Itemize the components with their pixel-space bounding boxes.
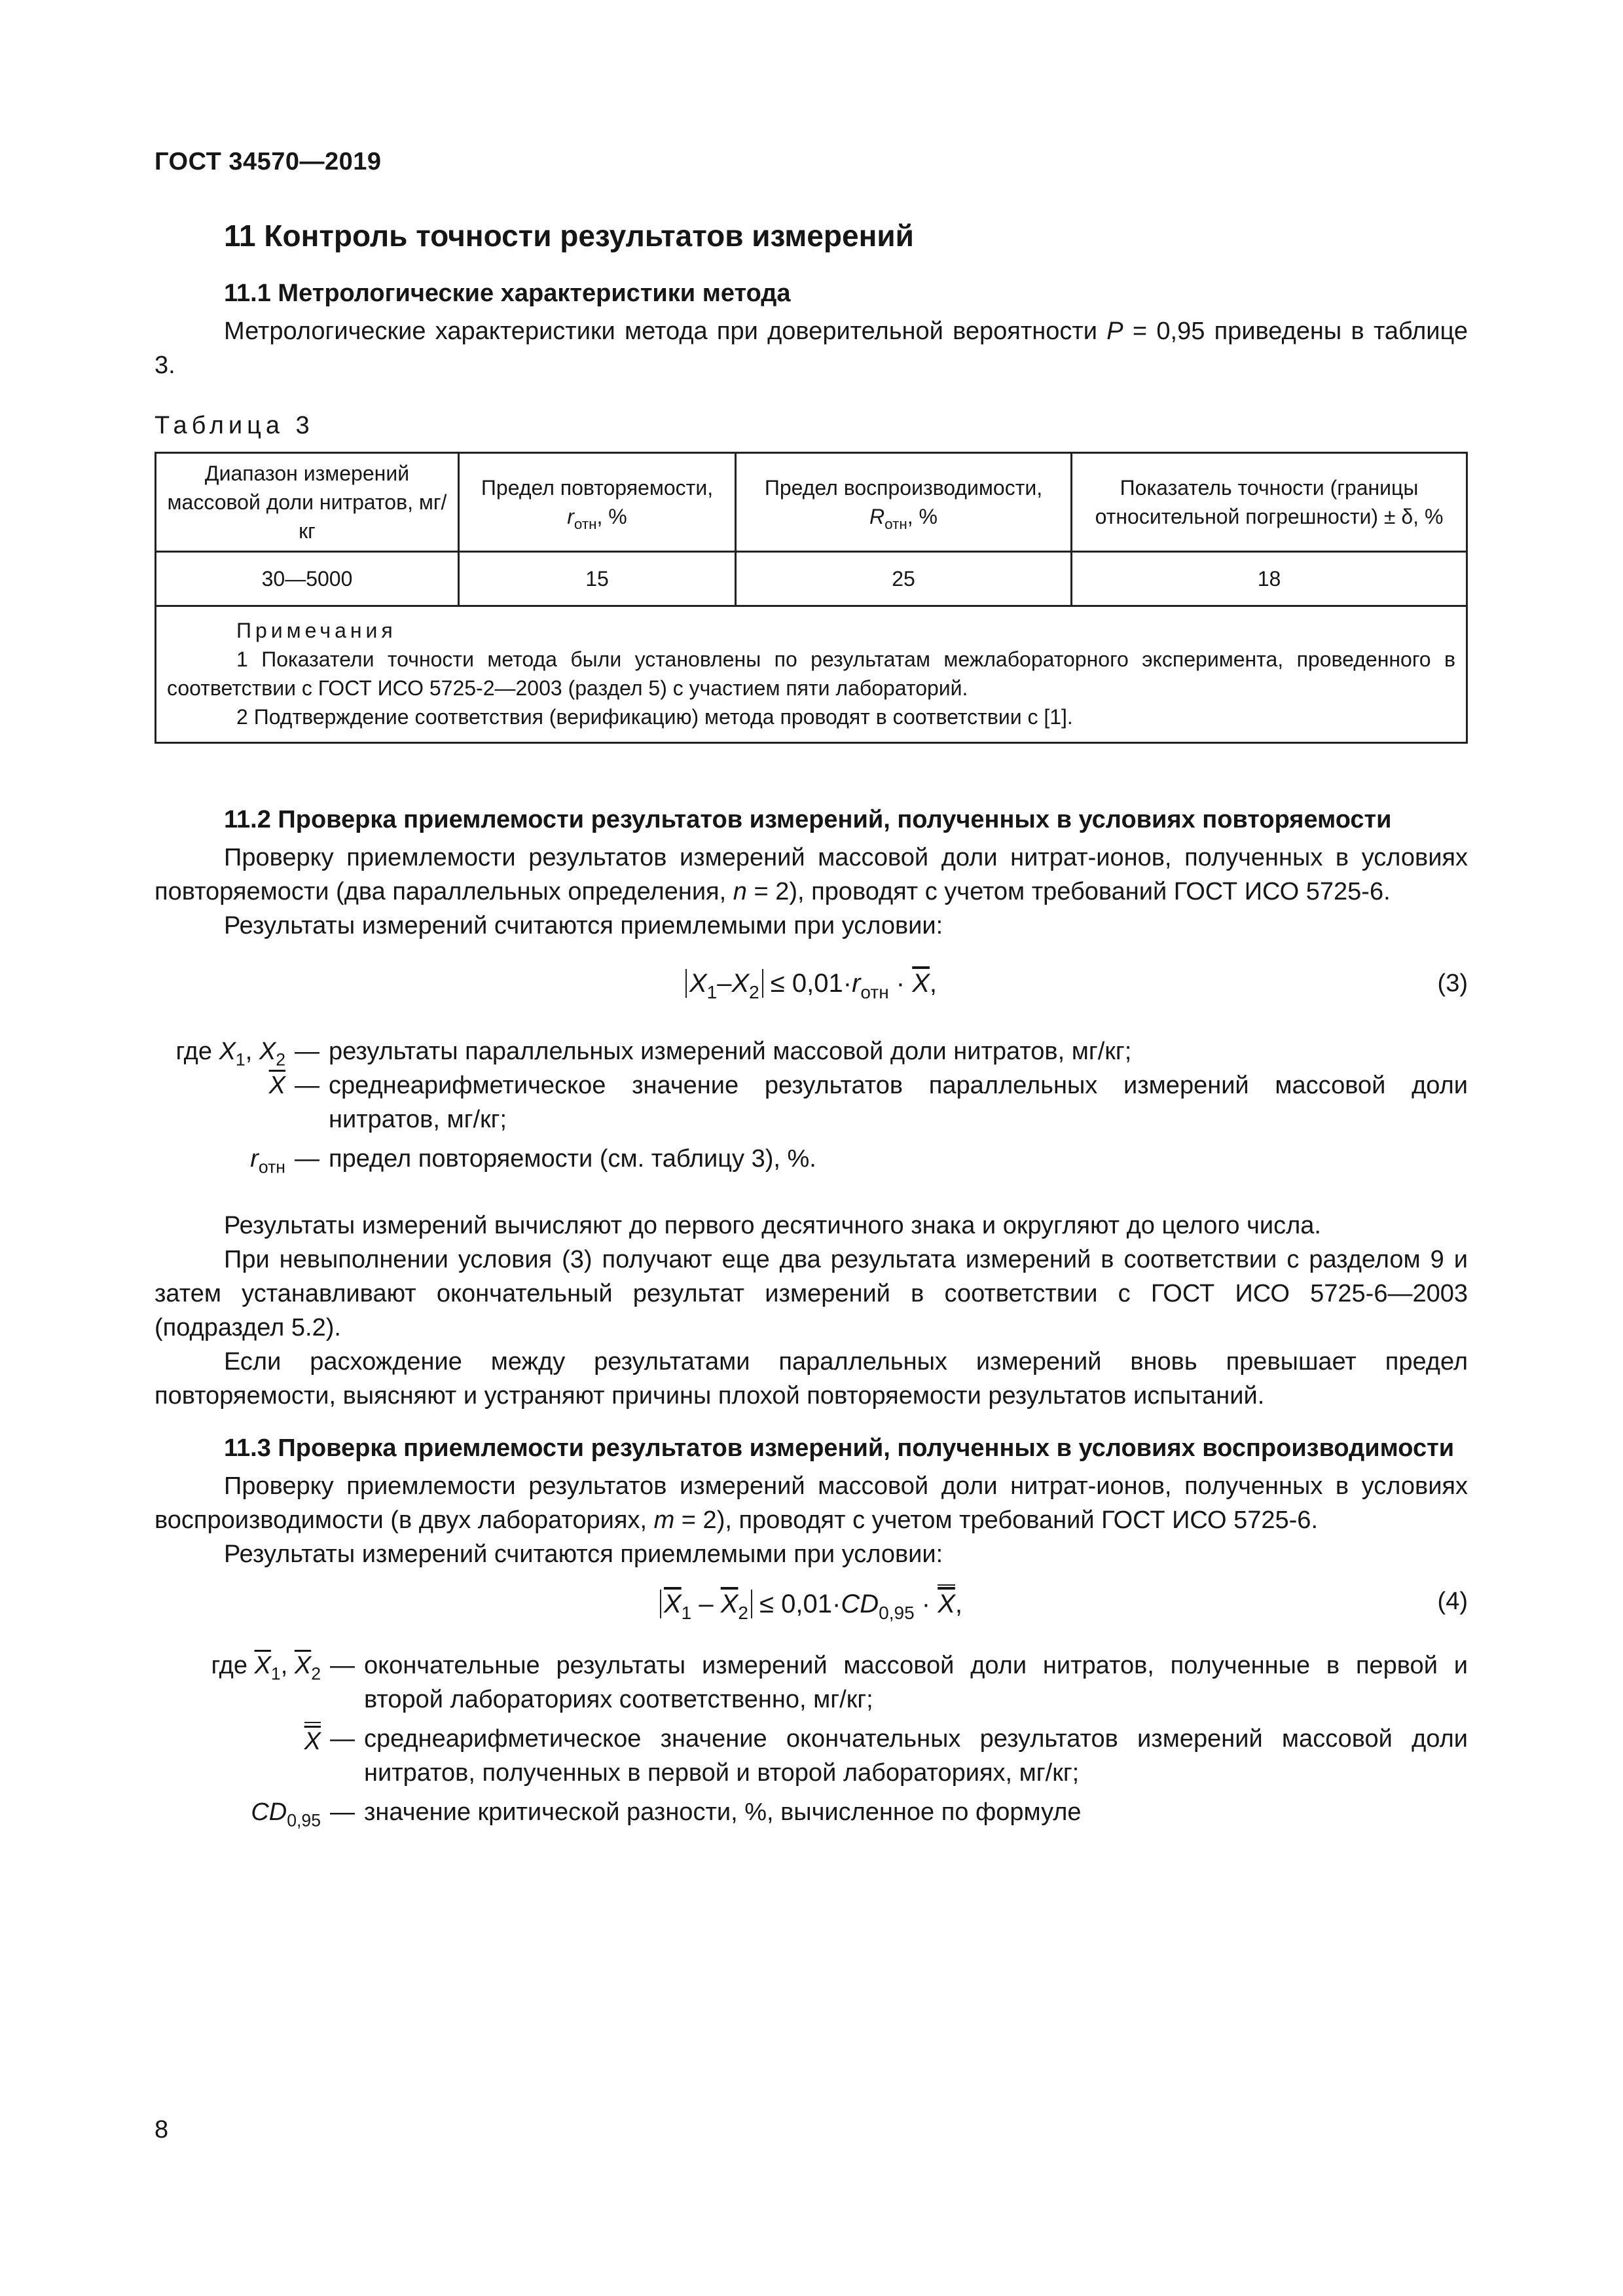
page-content (155, 216, 1468, 1829)
paragraph-11-2-3: Результаты измерений вычисляют до первого десятичного знака и округляют до целого числа. (224, 1212, 1321, 1239)
table-notes (156, 606, 1467, 743)
paragraph-11-2-1: Проверку приемлемости результатов измерений массовой доли нитрат-ионов, полученных в условиях повторяемости (два параллельных определения, n = 2), проводят с учетом требований ГОСТ ИСО 5725-6. (155, 844, 1468, 905)
subsection-11-2-title: 11.2 Проверка приемлемости результатов измерений, полученных в условиях повторяемости (224, 806, 1392, 833)
cell-range: 30—5000 (156, 552, 459, 606)
table-notes-row (156, 606, 1467, 743)
paragraph-11-3-1: Проверку приемлемости результатов измерений массовой доли нитрат-ионов, полученных в условиях воспроизводимости (в двух лабораториях, m = 2), проводят с учетом требований ГОСТ ИСО 5725-6. (155, 1472, 1468, 1534)
note-2: 2 Подтверждение соответствия (верификацию) метода проводят в соответствии с [1]. (236, 705, 1073, 729)
note-1: 1 Показатели точности метода были установлены по результатам межлабораторного эксперимента, проведенного в соответствии с ГОСТ ИСО 5725-2—2003 (раздел 5) с участием пяти лабораторий. (167, 647, 1455, 700)
definition-x-double-mean: $\overline{X}$ — среднеарифметическое значение окончательных результатов измерений массовой доли нитратов, полученных в первой и второй лабораториях, мг/кг; (155, 1722, 1468, 1790)
subsection-11-1-title: 11.1 Метрологические характеристики метода (224, 280, 791, 307)
table-header-row (156, 453, 1467, 552)
formula-3-number: (3) (1437, 970, 1468, 997)
header-reproducibility: Предел воспроизводимости, $R_{отн}$, % (736, 453, 1072, 552)
formula-4-expression: $\overline{X}_1 - \overline{X}_2 \le 0,01\cdot CD_{0,95} \cdot \overline{X}$, (155, 1584, 1468, 1621)
header-accuracy: Показатель точности (границы относительной погрешности) ± δ, % (1072, 453, 1467, 552)
subsection-11-3-title: 11.3 Проверка приемлемости результатов измерений, полученных в условиях воспроизводимости (224, 1434, 1455, 1462)
cell-accuracy: 18 (1072, 552, 1467, 606)
definition-x-mean: $\overline{X}$ — среднеарифметическое значение результатов параллельных измерений массовой доли нитратов, мг/кг; (268, 1072, 1468, 1133)
header-range: Диапазон измерений массовой доли нитратов, мг/кг (156, 453, 459, 552)
paragraph-11-1: Метрологические характеристики метода при доверительной вероятности P = 0,95 приведены в таблице 3. (155, 318, 1468, 379)
paragraph-11-3-2: Результаты измерений считаются приемлемыми при условии: (224, 1540, 943, 1568)
table-row (156, 552, 1467, 606)
definition-r-otn: $r_{отн}$ — предел повторяемости (см. таблицу 3), %. (250, 1145, 816, 1177)
paragraph-11-2-5: Если расхождение между результатами параллельных измерений вновь превышает предел повторяемости, выясняют и устраняют причины плохой повторяемости результатов испытаний. (155, 1348, 1468, 1410)
notes-heading: Примечания (236, 619, 397, 642)
page-number: 8 (155, 2116, 169, 2143)
formula-3-expression: $X_1-X_2 \le 0,01\cdot r_{отн} \cdot \overline{X}$, (155, 966, 1468, 1000)
definition-cd: $CD_{0,95}$ — значение критической разности, %, вычисленное по формуле (251, 1798, 1082, 1831)
header-repeatability: Предел повторяемости, $r_{отн}$, % (459, 453, 736, 552)
cell-repeatability: 15 (459, 552, 736, 606)
standard-header: ГОСТ 34570—2019 (155, 148, 382, 175)
paragraph-11-2-4: При невыполнении условия (3) получают еще два результата измерений в соответствии с разделом 9 и затем устанавливают окончательный результат измерений в соответствии с ГОСТ ИСО 5725-6—2003 (подраздел 5.2). (155, 1246, 1468, 1341)
paragraph-11-2-2: Результаты измерений считаются приемлемыми при условии: (224, 912, 943, 939)
definition-x1-x2: где $X_1$, $X_2$ — результаты параллельных измерений массовой доли нитратов, мг/кг; (175, 1038, 1132, 1070)
metrology-table (155, 452, 1468, 744)
section-title: 11 Контроль точности результатов измерений (224, 219, 914, 253)
cell-reproducibility: 25 (736, 552, 1072, 606)
table-caption: Таблица 3 (155, 412, 314, 439)
definition-x1-x2-mean: где $\overline{X}_1$, $\overline{X}_2$ — окончательные результаты измерений массовой доли нитратов, полученные в первой и второй лабораториях соответственно, мг/кг; (211, 1652, 1468, 1713)
formula-3 (155, 943, 1468, 1034)
formula-4 (155, 1571, 1468, 1649)
formula-4-number: (4) (1437, 1588, 1468, 1615)
